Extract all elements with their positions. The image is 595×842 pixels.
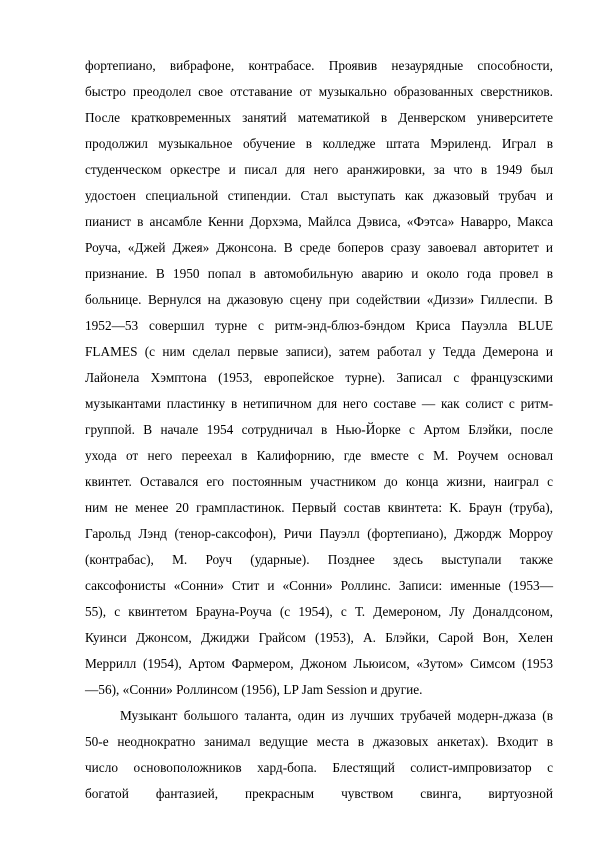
text-line: фортепиано, вибрафоне, контрабасе. Проявив незаурядные способности, bbox=[85, 58, 553, 73]
text-line: —56), «Сонни» Роллинсом (1956), LP Jam Session и другие. bbox=[85, 682, 423, 697]
text-line: Лайонела Хэмптона (1953, европейское турне). Записал с французскими bbox=[85, 370, 553, 385]
text-line: Музыкант большого таланта, один из лучших трубачей модерн-джаза (в bbox=[120, 708, 553, 723]
text-line: удостоен специальной стипендии. Стал выступать как джазовый трубач и bbox=[85, 188, 553, 203]
text-line: признание. В 1950 попал в автомобильную аварию и около года провел в bbox=[85, 266, 553, 281]
text-line: богатой фантазией, прекрасным чувством свинга, виртуозной bbox=[85, 786, 553, 801]
text-line: музыкантами пластинку в нетипичном для него составе — как солист с ритм- bbox=[85, 396, 553, 411]
text-line: Меррилл (1954), Артом Фармером, Джоном Льюисом, «Зутом» Симсом (1953 bbox=[85, 656, 553, 671]
text-line: 55), с квинтетом Брауна-Роуча (с 1954), с Т. Демероном, Лу Доналдсоном, bbox=[85, 604, 553, 619]
text-line: (контрабас), М. Роуч (ударные). Позднее здесь выступали также bbox=[85, 552, 553, 567]
text-line: пианист в ансамбле Кенни Дорхэма, Майлса Дэвиса, «Фэтса» Наварро, Макса bbox=[85, 214, 553, 229]
text-line: FLAMES (с ним сделал первые записи), затем работал у Тедда Демерона и bbox=[85, 344, 553, 359]
text-line: ним не менее 20 грампластинок. Первый состав квинтета: К. Браун (труба), bbox=[85, 500, 553, 515]
text-line: Гарольд Лэнд (тенор-саксофон), Ричи Пауэлл (фортепиано), Джордж Морроу bbox=[85, 526, 553, 541]
text-line: После кратковременных занятий математикой в Денверском университете bbox=[85, 110, 553, 125]
text-line: группой. В начале 1954 сотрудничал в Нью-Йорке с Артом Блэйки, после bbox=[85, 422, 553, 437]
text-line: ухода от него переехал в Калифорнию, где вместе с М. Роучем основал bbox=[85, 448, 553, 463]
text-line: Роуча, «Джей Джея» Джонсона. В среде боперов сразу завоевал авторитет и bbox=[85, 240, 553, 255]
text-line: Куинси Джонсом, Джиджи Грайсом (1953), А. Блэйки, Сарой Вон, Хелен bbox=[85, 630, 553, 645]
text-line: 50-е неоднократно занимал ведущие места в джазовых анкетах). Входит в bbox=[85, 734, 553, 749]
text-line: продолжил музыкальное обучение в колледже штата Мэриленд. Играл в bbox=[85, 136, 553, 151]
text-line: студенческом оркестре и писал для него аранжировки, за что в 1949 был bbox=[85, 162, 553, 177]
text-line: быстро преодолел свое отставание от музыкально образованных сверстников. bbox=[85, 84, 553, 99]
text-line: саксофонисты «Сонни» Стит и «Сонни» Роллинс. Записи: именные (1953— bbox=[85, 578, 553, 593]
text-line: больнице. Вернулся на джазовую сцену при содействии «Диззи» Гиллеспи. В bbox=[85, 292, 553, 307]
text-line: число основоположников хард-бопа. Блестящий солист-импровизатор с bbox=[85, 760, 553, 775]
text-line: 1952—53 совершил турне с ритм-энд-блюз-бэндом Криса Пауэлла BLUE bbox=[85, 318, 553, 333]
text-line: квинтет. Оставался его постоянным участником до конца жизни, наиграл с bbox=[85, 474, 553, 489]
